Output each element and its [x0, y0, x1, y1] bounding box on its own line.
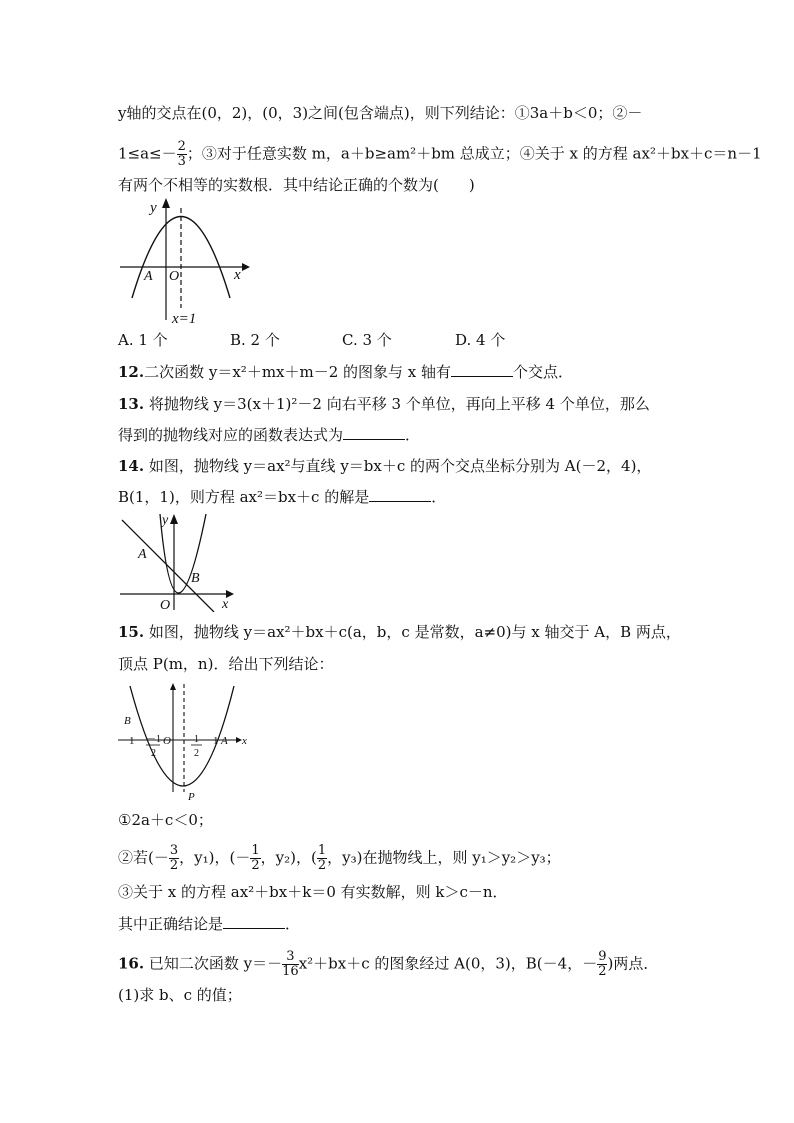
tick-neg-half-num: －1: [146, 734, 161, 745]
q15-text: 如图，抛物线 y＝ax²＋bx＋c(a，b，c 是常数，a≠0)与 x 轴交于 A，B 两点，: [148, 623, 681, 641]
fraction: $\frac{1}{2}$: [251, 843, 260, 873]
fraction: $\frac{3}{16}$: [282, 949, 299, 979]
choice-d: D. 4 个: [455, 331, 506, 349]
q13-text: 将抛物线 y＝3(x＋1)²－2 向右平移 3 个单位，再向上平移 4 个单位，那么: [148, 395, 650, 413]
q15-conclusion-1: ①2a＋c＜0；: [118, 811, 213, 829]
q14-number: 14.: [118, 457, 145, 475]
q13-line2: [118, 425, 420, 445]
point-b-label: B: [124, 715, 131, 727]
fraction: $\frac{2}{3}$: [177, 139, 186, 169]
q11-line1: y轴的交点在(0，2)，(0，3)之间(包含端点)，则下列结论：①3a＋b＜0；②－: [118, 104, 643, 122]
origin-label: O: [160, 598, 171, 612]
symmetry-axis-label: x=1: [172, 311, 197, 326]
q14-line2: [118, 487, 446, 507]
q15-line1: [118, 622, 681, 642]
q16-number: 16.: [118, 954, 145, 973]
origin-label: O: [169, 269, 180, 284]
q16-line1: 16. 已知二次函数 y＝－ $\frac{3}{16}$ x²＋bx＋c 的图象经过 A(0，3)，B(－4，－ $\frac{9}{2}$ )两点．: [118, 949, 659, 979]
q13-line1: [118, 394, 650, 414]
tick-half-num: 1: [194, 734, 199, 745]
y-label: y: [150, 200, 157, 216]
q16-part1: (1)求 b、c 的值；: [118, 986, 242, 1004]
q15-conclusion-2: ②若(－ $\frac{3}{2}$ ，y₁)，(－ $\frac{1}{2}$ ，y₂)，( $\frac{1}{2}$ ，y₃)在抛物线上，则 y₁＞y₂＞y₃；: [118, 843, 561, 873]
q14-text: 如图，抛物线 y＝ax²与直线 y＝bx＋c 的两个交点坐标分别为 A(－2，4)，: [148, 457, 652, 475]
q12-text: 二次函数 y＝x²＋mx＋m－2 的图象与 x 轴有: [144, 363, 452, 381]
choice-b: B. 2 个: [230, 331, 280, 349]
fraction: $\frac{9}{2}$: [598, 949, 607, 979]
q14-line1: [118, 456, 651, 476]
x-label: x: [222, 597, 229, 612]
answer-blank: [451, 362, 513, 377]
choice-a: A. 1 个: [118, 331, 168, 349]
point-a-label: A: [144, 269, 153, 284]
y-axis-arrow: [170, 683, 176, 690]
q11-parabola-figure: [118, 196, 250, 326]
vertex-p-label: P: [188, 791, 195, 803]
q13-text-end: ．: [405, 426, 421, 444]
fraction: $\frac{3}{2}$: [169, 843, 179, 873]
q11-line2-post: ；③对于任意实数 m，a＋b≥am²＋bm 总成立；④关于 x 的方程 ax²＋bx＋c＝n－1: [186, 144, 762, 163]
q15-parabola-figure: [116, 680, 250, 804]
origin-label: O: [163, 735, 171, 747]
fraction: $\frac{1}{2}$: [317, 843, 327, 873]
q15-conclusion-3: ③关于 x 的方程 ax²＋bx＋k＝0 有实数解，则 k＞c－n．: [118, 883, 508, 901]
q11-line2: [118, 140, 762, 169]
q14-text-end: ．: [431, 488, 447, 506]
tick-neg-half-den: 2: [151, 748, 156, 759]
q13-text-2: 得到的抛物线对应的函数表达式为: [118, 426, 344, 444]
q12-text-end: 个交点．: [513, 363, 574, 381]
q13-number: 13.: [118, 395, 145, 413]
answer-blank: [369, 487, 431, 502]
q12-line: [118, 362, 573, 382]
q14-parabola-line-figure: [118, 512, 238, 612]
y-axis-arrow: [170, 514, 178, 524]
x-axis-arrow: [242, 263, 250, 271]
q15-line2: 顶点 P(m，n)．给出下列结论：: [118, 655, 334, 673]
point-a-label: A: [221, 735, 228, 747]
q12-number: 12.: [118, 363, 145, 381]
q14-text-2: B(1，1)，则方程 ax²＝bx＋c 的解是: [118, 488, 370, 506]
q11-line2-pre: 1≤a≤－: [118, 144, 177, 163]
answer-blank: [343, 425, 405, 440]
tick-one: 1: [213, 735, 219, 747]
point-b-label: B: [191, 571, 200, 586]
point-a-label: A: [138, 547, 147, 562]
tick-half-den: 2: [194, 748, 199, 759]
x-label: x: [234, 267, 241, 283]
answer-blank: [223, 914, 285, 929]
q15-answer-line: 其中正确结论是 ．: [118, 915, 301, 933]
choice-c: C. 3 个: [342, 331, 392, 349]
x-label: x: [242, 735, 247, 747]
y-axis-arrow: [162, 198, 170, 208]
tick-neg1: －1: [118, 735, 135, 747]
y-label: y: [162, 513, 169, 528]
q11-line3: 有两个不相等的实数根．其中结论正确的个数为( ): [118, 176, 475, 194]
q15-number: 15.: [118, 623, 145, 641]
